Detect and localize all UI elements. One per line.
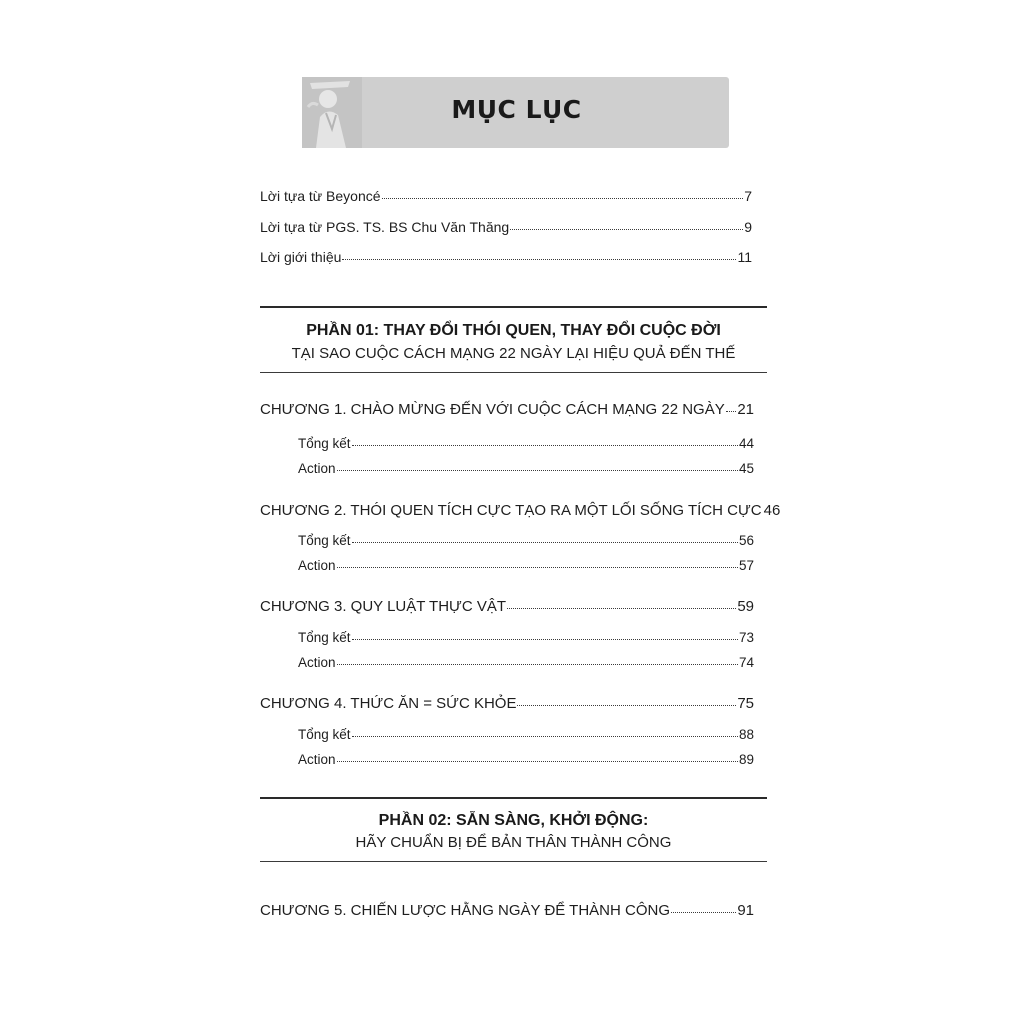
subentry-label: Action	[298, 752, 336, 767]
subentry-label: Tổng kết	[298, 436, 351, 451]
subentry-label: Action	[298, 655, 336, 670]
dot-leader	[352, 444, 738, 446]
subentry-label: Tổng kết	[298, 727, 351, 742]
toc-chapter-3[interactable]	[260, 598, 754, 615]
part-01-subtitle: TẠI SAO CUỘC CÁCH MẠNG 22 NGÀY LẠI HIỆU QUẢ ĐẾN THẾ	[291, 345, 736, 362]
chapter-label: CHƯƠNG 2. THÓI QUEN TÍCH CỰC TẠO RA MỘT LỐI SỐNG TÍCH CỰC	[260, 502, 762, 519]
part-divider-top	[260, 306, 767, 308]
subentry-page: 89	[738, 752, 754, 767]
toc-subentry-summary[interactable]	[298, 727, 754, 742]
dot-leader	[352, 541, 738, 543]
part-01-title: PHẦN 01: THAY ĐỔI THÓI QUEN, THAY ĐỔI CUỘC ĐỜI	[306, 322, 721, 339]
chapter-page: 46	[763, 502, 781, 519]
toc-subentry-summary[interactable]	[298, 630, 754, 645]
toc-entry-foreword-chu-van-thang[interactable]	[260, 219, 752, 235]
entry-label: Lời tựa từ Beyoncé	[260, 188, 381, 204]
toc-subentry-action[interactable]	[298, 461, 754, 476]
subentry-label: Action	[298, 461, 336, 476]
subentry-page: 73	[738, 630, 754, 645]
entry-page: 7	[744, 188, 752, 204]
chapter-page: 91	[737, 902, 754, 919]
toc-entry-introduction[interactable]	[260, 249, 752, 265]
chapter-label: CHƯƠNG 4. THỨC ĂN = SỨC KHỎE	[260, 695, 517, 712]
subentry-page: 57	[738, 558, 754, 573]
dot-leader	[382, 197, 744, 199]
subentry-page: 74	[738, 655, 754, 670]
toc-subentry-summary[interactable]	[298, 533, 754, 548]
subentry-page: 44	[738, 436, 754, 451]
entry-label: Lời giới thiệu	[260, 249, 342, 265]
toc-chapter-4[interactable]	[260, 695, 754, 712]
toc-subentry-action[interactable]	[298, 752, 754, 767]
part-divider-bottom	[260, 372, 767, 373]
part-divider-top	[260, 797, 767, 799]
toc-subentry-action[interactable]	[298, 558, 754, 573]
toc-title: MỤC LỤC	[451, 95, 582, 124]
chapter-page: 75	[737, 695, 754, 712]
toc-chapter-5[interactable]	[260, 902, 754, 919]
dot-leader	[337, 760, 738, 762]
dot-leader	[337, 469, 738, 471]
part-02-title: PHẦN 02: SẴN SÀNG, KHỞI ĐỘNG:	[378, 812, 649, 829]
dot-leader	[517, 704, 736, 706]
dot-leader	[352, 735, 738, 737]
chapter-label: CHƯƠNG 3. QUY LUẬT THỰC VẬT	[260, 598, 507, 615]
chapter-page: 59	[737, 598, 754, 615]
part-02-subtitle: HÃY CHUẨN BỊ ĐỂ BẢN THÂN THÀNH CÔNG	[355, 834, 672, 851]
chapter-label: CHƯƠNG 1. CHÀO MỪNG ĐẾN VỚI CUỘC CÁCH MẠNG 22 NGÀY	[260, 401, 725, 418]
dot-leader	[507, 607, 736, 609]
entry-page: 9	[744, 219, 752, 235]
dot-leader	[726, 410, 737, 412]
dot-leader	[337, 566, 738, 568]
chapter-label: CHƯƠNG 5. CHIẾN LƯỢC HẰNG NGÀY ĐỂ THÀNH CÔNG	[260, 902, 671, 919]
dot-leader	[510, 228, 743, 230]
chapter-page: 21	[737, 401, 754, 418]
toc-chapter-1[interactable]	[260, 401, 754, 418]
part-divider-bottom	[260, 861, 767, 862]
subentry-label: Tổng kết	[298, 630, 351, 645]
toc-chapter-2[interactable]	[260, 502, 781, 519]
entry-label: Lời tựa từ PGS. TS. BS Chu Văn Thăng	[260, 219, 510, 235]
subentry-page: 45	[738, 461, 754, 476]
dot-leader	[352, 638, 738, 640]
toc-entry-foreword-beyonce[interactable]	[260, 188, 752, 204]
toc-subentry-action[interactable]	[298, 655, 754, 670]
subentry-page: 88	[738, 727, 754, 742]
toc-subentry-summary[interactable]	[298, 436, 754, 451]
subentry-page: 56	[738, 533, 754, 548]
entry-page: 11	[737, 249, 752, 265]
subentry-label: Tổng kết	[298, 533, 351, 548]
toc-header	[302, 77, 729, 148]
dot-leader	[671, 911, 736, 913]
dot-leader	[342, 258, 736, 260]
subentry-label: Action	[298, 558, 336, 573]
dot-leader	[337, 663, 738, 665]
